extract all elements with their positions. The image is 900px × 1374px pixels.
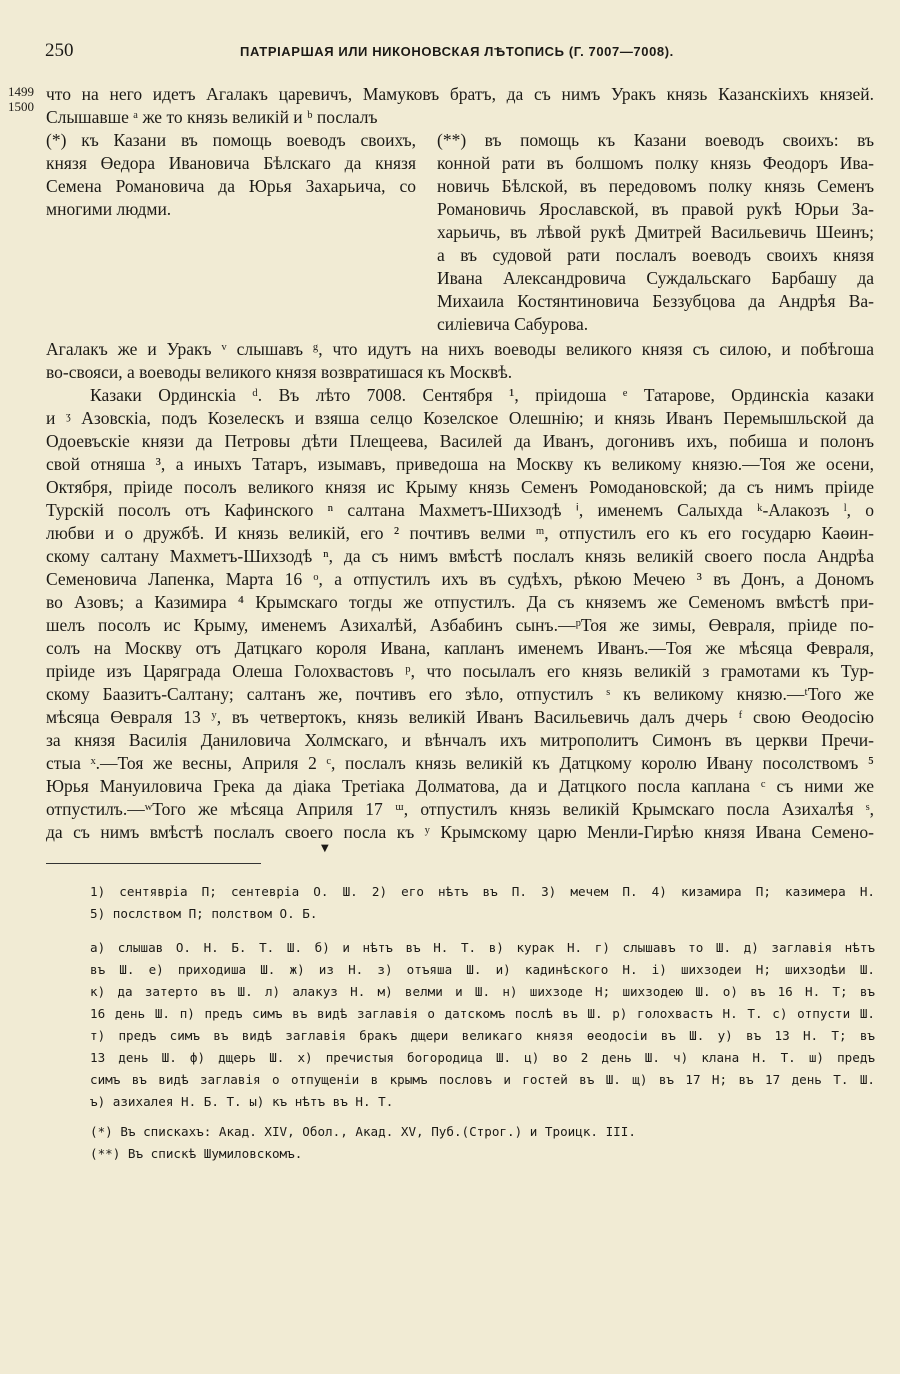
right-column-line: харьичь, въ лѣвой рукѣ Дмитрей Васильевичь Шеинъ; bbox=[437, 222, 874, 242]
footnote-line: 1) сентявріа П; сентевріа О. Ш. 2) его нѣтъ въ П. 3) мечем П. 4) кизамира П; казимера Н. bbox=[90, 884, 875, 899]
text-line: отпустилъ.—ʷТого же мѣсяца Априля 17 ᵚ, отпустилъ князь великiй Крымскаго посла Азихалѣя ˢ, bbox=[46, 799, 874, 819]
right-column-line: новичь Бѣлской, въ передовомъ полку князь Семенъ bbox=[437, 176, 874, 196]
text-line: шелъ посолъ ис Крыму, именемъ Азихалѣй, Азбабинъ сынъ.—ᵖТоя же зимы, Өевраля, прiиде по- bbox=[46, 615, 874, 635]
text-line: за князя Василiя Даниловича Холмскаго, и вѣнчалъ ихъ митрополитъ Симонъ въ церкви Пречи- bbox=[46, 730, 874, 750]
text-line: Турскiй посолъ отъ Кафинского ⁿ салтана Махметъ-Шихзодѣ ⁱ, именемъ Салыхда ᵏ-Алакозъ ˡ, о bbox=[46, 500, 874, 520]
footnote-divider bbox=[46, 863, 261, 864]
text-line: Октября, прiиде посолъ великого князя ис Крыму князь Семенъ Ромодановской; да съ нимъ прiиде bbox=[46, 477, 874, 497]
footnote-line: 5) послством П; полством О. Б. bbox=[90, 906, 318, 921]
footnote-line: 13 день Ш. ф) дщерь Ш. х) пречистыя богородица Ш. ц) во 2 день Ш. ч) клана Н. Т. ш) предъ bbox=[90, 1050, 875, 1065]
signature-mark: ▼ bbox=[321, 843, 329, 854]
running-title: ПАТРІАРШАЯ ИЛИ НИКОНОВСКАЯ ЛѢТОПИСЬ (Г. 7007—7008). bbox=[240, 44, 674, 59]
footnote-line: к) да затерто въ Ш. л) алакуз Н. м) велми и Ш. н) шихзоде Н; шихзодею Ш. о) въ 16 Н. Т; въ bbox=[90, 984, 875, 999]
left-column-line: Семена Романовича да Юрья Захарьича, со bbox=[46, 176, 416, 196]
right-column-line: Ивана Александровича Суждальскаго Барбашу да bbox=[437, 268, 874, 288]
right-column-line: Романовичь Ярославской, въ правой рукѣ Юрьи За- bbox=[437, 199, 874, 219]
footnote-line: 16 день Ш. п) предъ симъ въ видѣ заглавія о датскомъ послѣ въ Ш. р) голохвастъ Н. Т. с) отпусти Ш. bbox=[90, 1006, 875, 1021]
right-column-line: конной рати въ болшомъ полку князь Феодоръ Ива- bbox=[437, 153, 874, 173]
text-line: во Азовъ; а Казимира ⁴ Крымскаго тогды же отпустилъ. Да съ княземъ же Семеномъ вмѣстѣ при- bbox=[46, 592, 874, 612]
page-number: 250 bbox=[45, 40, 74, 61]
source-note: (**) Въ спискѣ Шумиловскомъ. bbox=[90, 1146, 303, 1161]
section-heading-line: Казаки Ординскiа ᵈ. Въ лѣто 7008. Сентября ¹, прiидоша ᵉ Татарове, Ординскiа казаки bbox=[90, 385, 874, 405]
text-line: да съ нимъ вмѣстѣ послалъ своего посла къ ʸ Крымскому царю Менли-Гирѣю князя Ивана Семено- bbox=[46, 822, 874, 842]
text-line: во-свояси, а воеводы великого князя возвратишася къ Москвѣ. bbox=[46, 362, 513, 382]
left-column-line: князя Өедора Ивановича Бѣлскаго да князя bbox=[46, 153, 416, 173]
text-line: и ᶾ Азовскiа, подъ Козелескъ и взяша селцо Козелское Олешнiю; и князь Иванъ Перемышльской да bbox=[46, 408, 874, 428]
right-column-line: (**) въ помощь къ Казани воеводъ своихъ: въ bbox=[437, 130, 874, 150]
footnote-line: а) слышав О. Н. Б. Т. Ш. б) и нѣтъ въ Н. Т. в) курак Н. г) слышавъ то Ш. д) заглавія нѣтъ bbox=[90, 940, 875, 955]
source-note: (*) Въ спискахъ: Акад. XIV, Обол., Акад. XV, Пуб.(Строг.) и Троицк. III. bbox=[90, 1124, 636, 1139]
left-column-line: многими людми. bbox=[46, 199, 172, 219]
right-column-line: силiевича Сабурова. bbox=[437, 314, 589, 334]
margin-year-1500: 1500 bbox=[8, 99, 34, 114]
text-line: стыа ˣ.—Тоя же весны, Априля 2 ᶜ, послалъ князь великiй къ Датцкому королю Ивану посолствомъ ⁵ bbox=[46, 753, 874, 773]
text-line: скому Баазитъ-Салтану; салтанъ же, почтивъ его зѣло, отпустилъ ˢ къ великому князю.—ᵗТого же bbox=[46, 684, 874, 704]
text-line: мѣсяца Өевраля 13 ʸ, въ четвертокъ, князь великiй Иванъ Васильевичь далъ дчерь ᶠ свою Өеодосiю bbox=[46, 707, 874, 727]
text-line: Юрья Мануиловича Грека да дiака Третiака Долматова, да и Датцкого посла каплана ᶜ съ ними же bbox=[46, 776, 874, 796]
text-line: скому салтану Махметъ-Шихзодѣ ⁿ, да съ нимъ вмѣстѣ послалъ князь великiй своего посла Андрѣа bbox=[46, 546, 874, 566]
text-line: солъ на Москву отъ Датцкаго короля Ивана, капланъ именемъ Иванъ.—Тоя же мѣсяца Февраля, bbox=[46, 638, 874, 658]
text-line: Агалакъ же и Уракъ ᵛ слышавъ ᵍ, что идутъ на нихъ воеводы великого князя съ силою, и побѣгоша bbox=[46, 339, 874, 359]
right-column-line: а въ судовой рати послалъ воеводъ своихъ князя bbox=[437, 245, 874, 265]
footnote-line: т) предъ симъ въ видѣ заглавія бракъ дщери великаго князя өеодосіи въ Ш. у) въ 13 Н. Т; въ bbox=[90, 1028, 875, 1043]
footnote-line: ъ) азихалея Н. Б. Т. ы) къ нѣтъ въ Н. Т. bbox=[90, 1094, 394, 1109]
text-line: Слышавше ᵃ же то князь великiй и ᵇ послалъ bbox=[46, 107, 378, 127]
right-column-line: Михаила Костянтиновича Беззубцова да Андрѣя Ва- bbox=[437, 291, 874, 311]
margin-year-1499: 1499 bbox=[8, 84, 34, 99]
text-line: любви и о дружбѣ. И князь великiй, его ² почтивъ велми ᵐ, отпустилъ его къ его государю Каөин- bbox=[46, 523, 874, 543]
text-line: Одоевъскiе князи да Петровы дѣти Плещеева, Василей да Иванъ, догонивъ ихъ, побиша и полонъ bbox=[46, 431, 874, 451]
footnote-line: въ Ш. е) приходиша Ш. ж) из Н. з) отъяша Ш. и) кадинѣского Н. і) шихзодеи Н; шихзодѣи Ш. bbox=[90, 962, 875, 977]
footnote-line: симъ въ видѣ заглавія о отпущеніи в крымъ пословъ и гостей въ Ш. щ) въ 17 Н; въ 17 день Т. Ш. bbox=[90, 1072, 875, 1087]
text-line: прiиде изъ Царяграда Олеша Голохвастовъ ᵖ, что посылалъ его князь великiй з грамотами къ Тур- bbox=[46, 661, 874, 681]
text-line: свой отняша ³, а иныхъ Татаръ, изымавъ, приведоша на Москву къ великому князю.—Тоя же осени, bbox=[46, 454, 874, 474]
text-line: что на него идетъ Агалакъ царевичъ, Мамуковъ братъ, да съ нимъ Уракъ князь Казанскiихъ князей. bbox=[46, 84, 874, 104]
left-column-line: (*) къ Казани въ помощь воеводъ своихъ, bbox=[46, 130, 416, 150]
text-line: Семеновича Лапенка, Марта 16 ᵒ, а отпустилъ ихъ въ судѣхъ, рѣкою Мечею ³ въ Донъ, а Дономъ bbox=[46, 569, 874, 589]
